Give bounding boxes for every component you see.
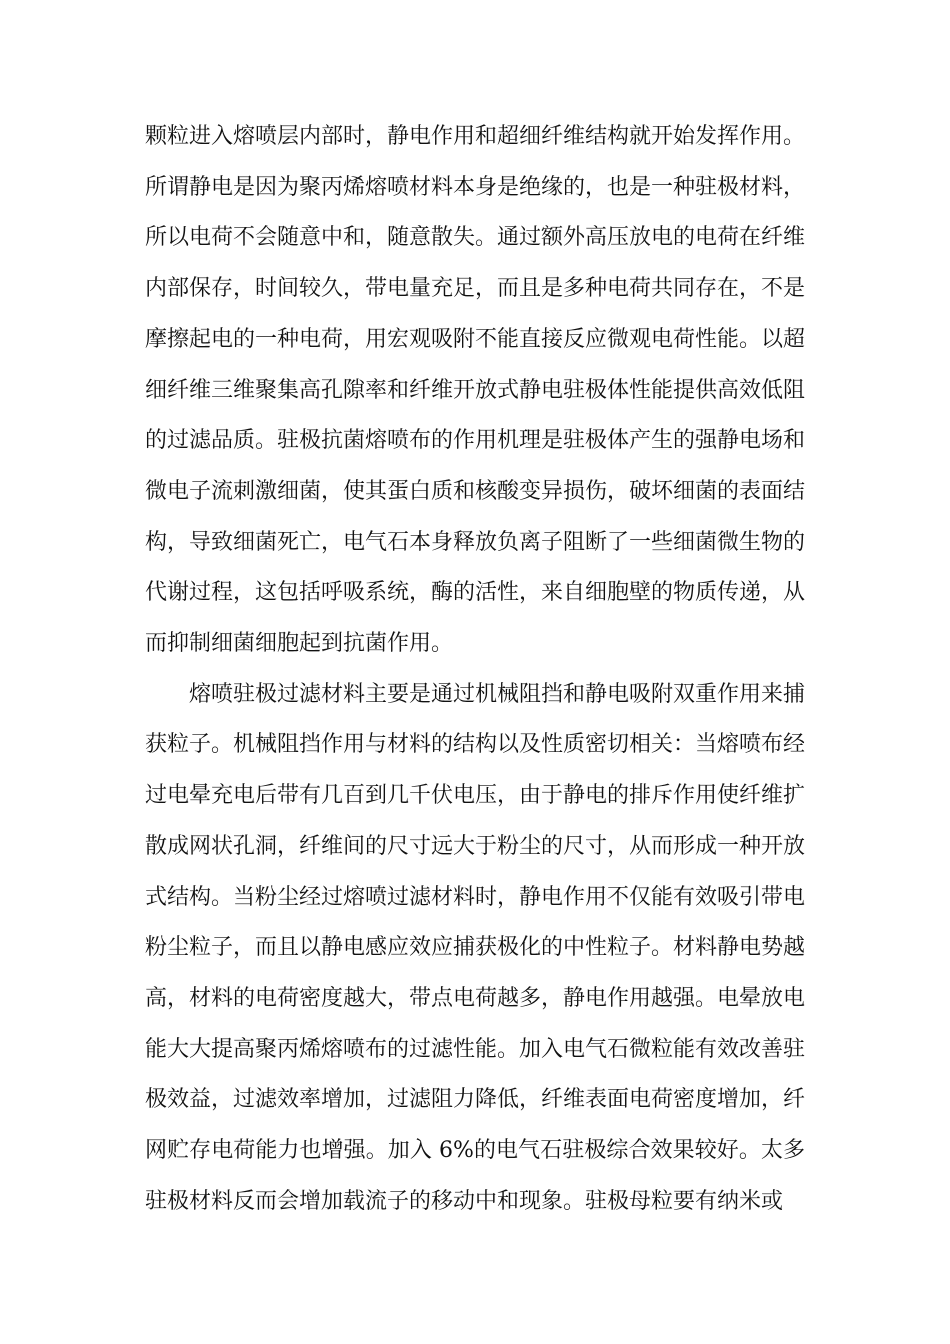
paragraph-2: 熔喷驻极过滤材料主要是通过机械阻挡和静电吸附双重作用来捕获粒子。机械阻挡作用与材料的结构以及性质密切相关：当熔喷布经过电晕充电后带有几百到几千伏电压，由于静电的排斥作用使纤维扩散成网状孔洞，纤维间的尺寸远大于粉尘的尺寸，从而形成一种开放式结构。当粉尘经过熔喷过滤材料时，静电作用不仅能有效吸引带电粉尘粒子，而且以静电感应效应捕获极化的中性粒子。材料静电势越高，材料的电荷密度越大，带点电荷越多，静电作用越强。电晕放电能大大提高聚丙烯熔喷布的过滤性能。加入电气石微粒能有效改善驻极效益，过滤效率增加，过滤阻力降低，纤维表面电荷密度增加，纤网贮存电荷能力也增强。加入 6%的电气石驻极综合效果较好。太多驻极材料反而会增加载流子的移动中和现象。驻极母粒要有纳米或 bbox=[145, 681, 806, 1214]
body-text bbox=[145, 112, 805, 1227]
paragraph-1: 颗粒进入熔喷层内部时，静电作用和超细纤维结构就开始发挥作用。所谓静电是因为聚丙烯熔喷材料本身是绝缘的，也是一种驻极材料，所以电荷不会随意中和，随意散失。通过额外高压放电的电荷在纤维内部保存，时间较久，带电量充足，而且是多种电荷共同存在，不是摩擦起电的一种电荷，用宏观吸附不能直接反应微观电荷性能。以超细纤维三维聚集高孔隙率和纤维开放式静电驻极体性能提供高效低阻的过滤品质。驻极抗菌熔喷布的作用机理是驻极体产生的强静电场和微电子流刺激细菌，使其蛋白质和核酸变异损伤，破坏细菌的表面结构，导致细菌死亡，电气石本身释放负离子阻断了一些细菌微生物的代谢过程，这包括呼吸系统，酶的活性，来自细胞壁的物质传递，从而抑制细菌细胞起到抗菌作用。 bbox=[145, 124, 806, 657]
